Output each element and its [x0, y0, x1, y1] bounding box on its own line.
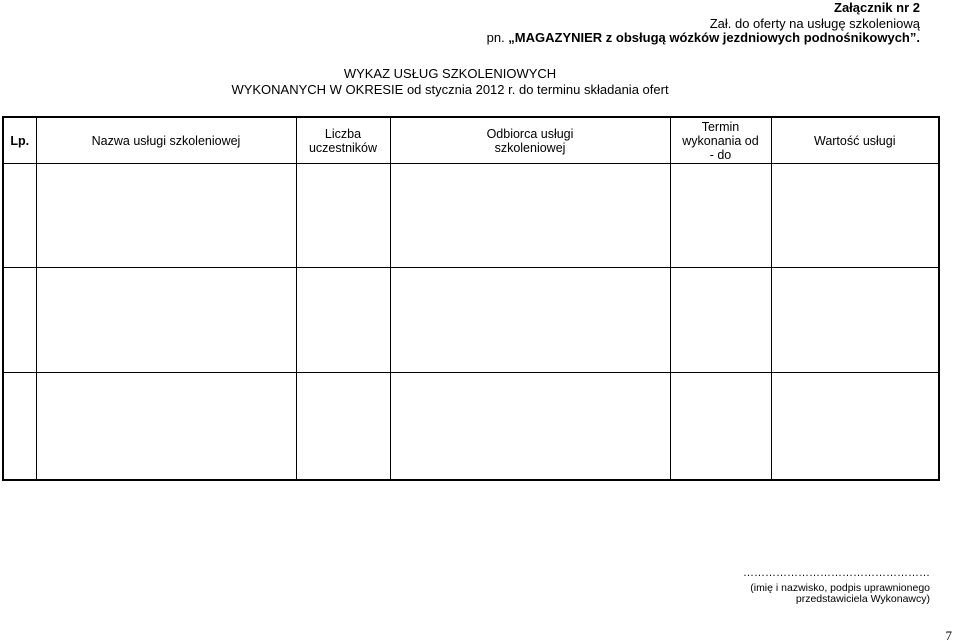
col-recipient: Odbiorca usługi szkoleniowej [390, 117, 670, 164]
table-cell[interactable] [296, 373, 390, 481]
training-name-prefix: pn. [486, 30, 509, 45]
table-cell[interactable] [670, 373, 771, 481]
table-cell[interactable] [3, 268, 36, 373]
table-cell[interactable] [771, 164, 939, 268]
training-name [487, 30, 920, 45]
table-cell[interactable] [36, 268, 296, 373]
table-cell[interactable] [670, 268, 771, 373]
signature-caption-line2: przedstawiciela Wykonawcy) [795, 593, 930, 605]
table-cell[interactable] [390, 373, 670, 481]
table-cell[interactable] [670, 164, 771, 268]
table-header-row [3, 117, 939, 164]
col-lp: Lp. [3, 117, 36, 164]
table-cell[interactable] [390, 164, 670, 268]
col-date-range: Termin wykonania od - do [670, 117, 771, 164]
annex-label: Załącznik nr 2 [834, 0, 920, 15]
services-table [2, 116, 940, 481]
table-cell[interactable] [36, 164, 296, 268]
table-row [3, 268, 939, 373]
signature-line: …………………………………………… [743, 567, 930, 579]
document-subtitle: WYKONANYCH W OKRESIE od stycznia 2012 r. do terminu składania ofert [231, 82, 669, 97]
document-title: WYKAZ USŁUG SZKOLENIOWYCH [343, 66, 557, 81]
page-number: 7 [945, 628, 952, 643]
table-cell[interactable] [3, 164, 36, 268]
table-cell[interactable] [296, 164, 390, 268]
table-cell[interactable] [3, 373, 36, 481]
col-value: Wartość usługi [771, 117, 939, 164]
table-cell[interactable] [36, 373, 296, 481]
table-cell[interactable] [390, 268, 670, 373]
table-cell[interactable] [771, 373, 939, 481]
table-row [3, 373, 939, 481]
attachment-note: Zał. do oferty na usługę szkoleniową [709, 16, 920, 31]
signature-caption-line1: (imię i nazwisko, podpis uprawnionego [750, 582, 930, 594]
table-cell[interactable] [771, 268, 939, 373]
table-cell[interactable] [296, 268, 390, 373]
table-row [3, 164, 939, 268]
col-participants: Liczba uczestników [296, 117, 390, 164]
col-service-name: Nazwa usługi szkoleniowej [36, 117, 296, 164]
training-name-bold: „MAGAZYNIER z obsługą wózków jezdniowych podnośnikowych”. [508, 30, 920, 45]
